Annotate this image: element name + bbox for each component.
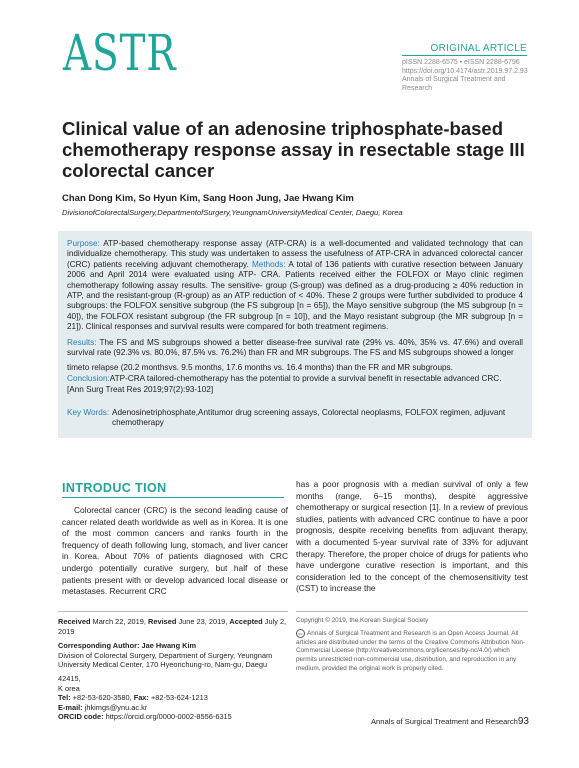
- doi-link[interactable]: https://doi.org/10.4174/astr.2019.97.2.93: [402, 67, 528, 75]
- footnote-divider-right: [296, 611, 528, 612]
- address-line-2: University Medical Center, 170 Hyeonchung-ro, Nam-gu, Daegu: [58, 660, 268, 670]
- email-label: E-mail:: [58, 702, 83, 712]
- keywords-text: Adenosinetriphosphate,Antitumor drug screening assays, Colorectal neoplasms, FOLFOX regimen, adjuvant chemotherapy: [112, 408, 506, 428]
- issn: pISSN 2288-6575 • eISSN 2288-6796: [402, 59, 520, 66]
- abstract-box: [58, 231, 532, 438]
- intro-left-text: Colorectal cancer (CRC) is the second leading cause of cancer related death worldwide as well as in Korea. It is one of the most common cancers and ranks fourth in the frequency of death following lung, stomach, and liver cancer in Korea. About 70% of patients diagnosed with CRC undergo potentially curative surgery, but half of these patients present with or develop advanced local disease or metastases. Recurrent CRC: [62, 505, 288, 597]
- address-line-4: K orea: [58, 683, 80, 693]
- abstract-results: [67, 338, 523, 359]
- accepted-label: Accepted: [229, 617, 263, 626]
- license-block: [296, 617, 528, 673]
- abstract-results-continued: timeto relapse (20.2 monthsvs. 9.5 months, 17.6 months vs. 16.4 months) than the FR and MR subgroups.: [67, 363, 453, 372]
- purpose-label: Purpose:: [67, 239, 100, 248]
- article-type: ORIGINAL ARTICLE: [430, 43, 527, 54]
- results-label: Results:: [67, 338, 97, 347]
- license-text-wrap: [296, 629, 528, 674]
- keywords: [67, 408, 527, 428]
- abstract-conclusion: [67, 374, 523, 384]
- intro-paragraph-left: [62, 505, 288, 598]
- page-number: 93: [517, 716, 529, 727]
- citation: [Ann Surg Treat Res 2019;97(2):93-102]: [67, 385, 214, 394]
- intro-paragraph-right: has a poor prognosis with a median survival of only a few months (range, 6–15 months), despite aggressive chemotherapy or surgical resection [1]. In a review of previous studies, patients with advanced CRC continue to have a poor prognosis, despite receiving benefits from adjuvant therapy, with a documented 5-year survival rate of 33% for adjuvant therapy. Therefore, the proper choice of drugs for patients who have undergone curative resection is important, and this consideration led to the concept of the chemosensitivity test (CST) to increase the: [296, 479, 528, 594]
- orcid: [58, 712, 290, 722]
- revised-label: Revised: [148, 617, 177, 626]
- license-text: Annals of Surgical Treatment and Research is an Open Access Journal. All articles are distributed under the terms of the Creative Commons Attribution Non-Commercial License (http://creativecommons.org/licenses/by-nc/4.0/) which permits unrestricted non-commercial use, distribution, and reproduction in any medium, provided the original work is properly cited.: [296, 629, 526, 672]
- fax-value: +82-53-624-1213: [150, 693, 208, 703]
- correspondence-block: [58, 617, 290, 722]
- methods-label: Methods:: [251, 259, 286, 269]
- received-date: March 22, 2019,: [92, 617, 146, 626]
- journal-name: Annals of Surgical Treatment and Research: [402, 76, 506, 92]
- keywords-label: Key Words:: [67, 408, 110, 417]
- abstract-purpose-methods: [67, 239, 523, 333]
- methods-text: A total of 136 patients with curative resection between January 2006 and April 2014 were evaluated using ATP- CRA. Patients received either the FOLFOX or Mayo clinic regimen chemotherapy following assay results. The sensitive- group (S-group) was defined as a drug-producing ≥ 40% reduction in ATP, and the resistant-group (R-group) as an ATP reduction of < 40%. These 2 groups were further subdivided to produce 4 subgroups: the FOLFOX sensitive subgroup (the FS subgroup [n = 65]), the Mayo sensitive subgroup (the MS subgroup [n = 40]), the FOLFOX resistant subgroup (the FR subgroup [n = 10]), and the Mayo resistant subgroup (the MR subgroup [n = 21]). Clinical responses and survival results were compared for both treatment regimens.: [67, 259, 523, 332]
- article-title: Clinical value of an adenosine triphosphate-based chemotherapy response assay in resectable stage III colorectal cancer: [62, 118, 525, 181]
- footnote-divider-left: [58, 611, 288, 612]
- author-list: Chan Dong Kim, So Hyun Kim, Sang Hoon Jung, Jae Hwang Kim: [62, 193, 354, 204]
- tel-label: Tel:: [58, 693, 71, 703]
- fax-label: Fax:: [133, 693, 149, 703]
- tel-value: +82-53-620-3580,: [72, 693, 132, 703]
- copyright: Copyright © 2019, the Korean Surgical Society: [296, 617, 429, 624]
- revised-date: June 23, 2019,: [178, 617, 228, 626]
- dates: [58, 617, 290, 636]
- orcid-link[interactable]: https://orcid.org/0000-0002-8556-6315: [105, 712, 232, 722]
- journal-meta: [402, 59, 527, 93]
- contact-email: [58, 703, 290, 713]
- footer-journal-name: Annals of Surgical Treatment and Research: [370, 717, 518, 726]
- header-divider: [402, 55, 527, 56]
- corresponding-author: Corresponding Author: Jae Hwang Kim: [58, 641, 197, 651]
- heading-underline: [62, 497, 284, 498]
- page-footer: [371, 716, 529, 727]
- orcid-label: ORCID code:: [58, 712, 104, 722]
- conclusion-label: Conclusion:: [67, 374, 110, 383]
- journal-logo: ASTR: [63, 24, 177, 82]
- address-line-1: Division of Colorectal Surgery, Department of Surgery, Yeungnam: [58, 650, 273, 660]
- email-link[interactable]: jhkimgs@ynu.ac.kr: [84, 702, 148, 712]
- creative-commons-icon: cc: [296, 629, 305, 638]
- results-text: The FS and MS subgroups showed a better disease-free survival rate (29% vs. 40%, 35% vs. 47.6%) and overall survival rate (92.3% vs. 80.0%, 87.5% vs. 76.2%) than FR and MR subgroups. The FS and MS subgroups showed a longer: [67, 338, 523, 358]
- accepted-date: July 2, 2019: [58, 617, 287, 636]
- affiliation: DivisionofColorectalSurgery,DepartmentofSurgery,YeungnamUniversityMedical Center, Daegu, Korea: [62, 208, 403, 217]
- received-label: Received: [58, 617, 91, 626]
- address-line-3: 42415,: [58, 673, 81, 683]
- contact-phone: [58, 693, 290, 703]
- conclusion-text: ATP-CRA tailored-chemotherapy has the potential to provide a survival benefit in resectable advanced CRC.: [109, 374, 502, 383]
- introduction-heading: INTRODUC TION: [62, 481, 167, 495]
- purpose-text: ATP-based chemotherapy response assay (ATP-CRA) is a well-documented and validated technology that can individualize chemotherapy. This study was undertaken to assess the usefulness of ATP-CRA in advanced colorectal cancer (CRC) patients receiving adjuvant chemotherapy.: [67, 239, 523, 269]
